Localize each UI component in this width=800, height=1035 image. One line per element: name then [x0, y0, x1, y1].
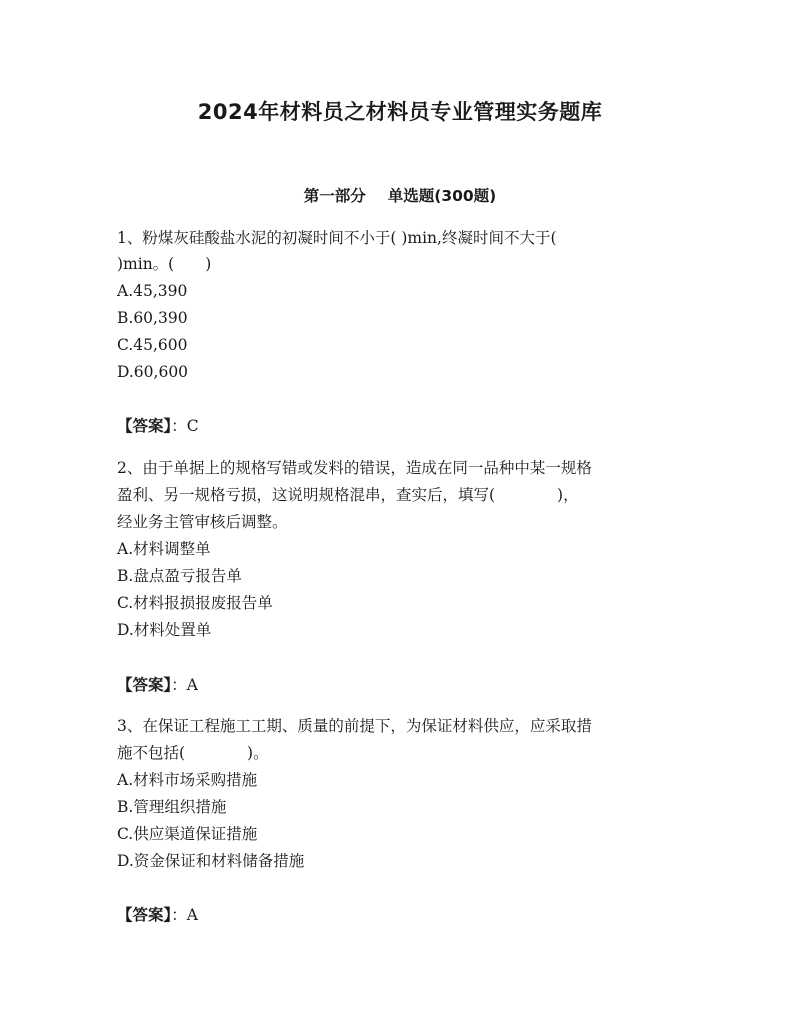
question-stem: 盈利、另一规格亏损，这说明规格混串，查实后，填写( )，	[117, 486, 579, 504]
answer-label: 【答案】	[117, 906, 172, 924]
question-stem: 2、由于单据上的规格写错或发料的错误，造成在同一品种中某一规格	[117, 459, 592, 477]
option-c: C.供应渠道保证措施	[117, 825, 258, 843]
option-d: D.资金保证和材料储备措施	[117, 852, 305, 870]
option-d: D.60,600	[117, 363, 189, 381]
question-stem: )min。( )	[117, 255, 212, 273]
document-title: 2024年材料员之材料员专业管理实务题库	[197, 100, 603, 124]
option-d: D.材料处置单	[117, 621, 212, 639]
option-a: A.材料调整单	[117, 540, 211, 558]
answer-label: 【答案】	[117, 417, 172, 435]
answer-line	[117, 416, 687, 436]
answer-separator: ：	[171, 906, 187, 924]
answer-separator: ：	[171, 417, 187, 435]
option-c: C.45,600	[117, 336, 188, 354]
question-stem: 施不包括( )。	[117, 744, 269, 762]
section-subheading: 单选题(300题)	[387, 187, 497, 205]
question-stem: 1、粉煤灰硅酸盐水泥的初凝时间不小于( )min,终凝时间不大于(	[117, 229, 557, 247]
section-title	[0, 184, 800, 206]
answer-line	[117, 905, 687, 925]
answer-label: 【答案】	[117, 676, 172, 694]
option-a: A.45,390	[117, 282, 188, 300]
option-b: B.盘点盈亏报告单	[117, 567, 242, 585]
option-b: B.60,390	[117, 309, 188, 327]
answer-line	[117, 675, 687, 695]
answer-value: A	[186, 906, 198, 924]
option-b: B.管理组织措施	[117, 798, 227, 816]
option-c: C.材料报损报废报告单	[117, 594, 273, 612]
question-stem: 3、在保证工程施工工期、质量的前提下，为保证材料供应，应采取措	[117, 717, 592, 735]
answer-value: C	[186, 417, 199, 435]
section-heading: 第一部分	[303, 187, 366, 205]
answer-value: A	[186, 676, 198, 694]
question-stem: 经业务主管审核后调整。	[117, 513, 288, 531]
option-a: A.材料市场采购措施	[117, 771, 258, 789]
answer-separator: ：	[171, 676, 187, 694]
